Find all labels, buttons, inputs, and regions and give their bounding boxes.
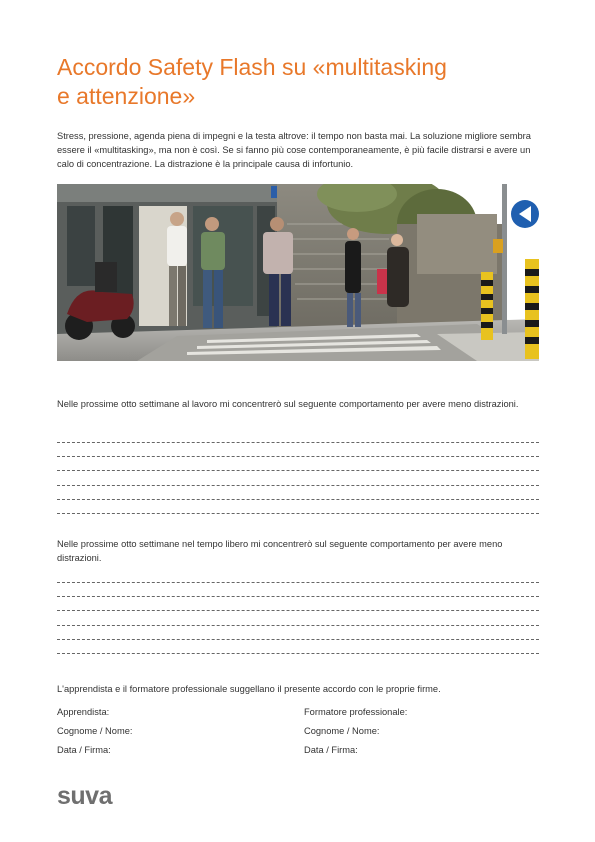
page-title-line-1: Accordo Safety Flash su «multitasking: [57, 54, 447, 80]
writing-line[interactable]: [57, 470, 539, 471]
trainer-date-signature-field[interactable]: Data / Firma:: [304, 745, 358, 755]
writing-line[interactable]: [57, 456, 539, 457]
intro-paragraph: Stress, pressione, agenda piena di impegni e la testa altrove: il tempo non basta mai. La soluzione migliore sembra essere il «multitasking», ma non è così. Se si fanno più cose contemporaneamente, è più facile distrarsi e avere un calo di concentrazione. La distrazione è la principale causa di infortunio.: [57, 131, 531, 169]
page-title: [57, 53, 537, 111]
writing-line[interactable]: [57, 610, 539, 611]
writing-line[interactable]: [57, 485, 539, 486]
page-title-line-2: e attenzione»: [57, 83, 196, 109]
trainer-label: Formatore professionale:: [304, 707, 408, 717]
writing-line[interactable]: [57, 639, 539, 640]
apprentice-name-field[interactable]: Cognome / Nome:: [57, 726, 133, 736]
street-crossing-photo: [57, 184, 539, 361]
free-time-commitment-lines[interactable]: [57, 582, 539, 667]
writing-line[interactable]: [57, 513, 539, 514]
free-time-commitment-text: Nelle prossime otto settimane nel tempo libero mi concentrerò sul seguente comportamento per avere meno distrazioni.: [57, 539, 503, 563]
writing-line[interactable]: [57, 499, 539, 500]
work-commitment-text: Nelle prossime otto settimane al lavoro mi concentrerò sul seguente comportamento per avere meno distrazioni.: [57, 399, 519, 409]
trainer-name-field[interactable]: Cognome / Nome:: [304, 726, 380, 736]
agreement-statement: L'apprendista e il formatore professionale suggellano il presente accordo con le proprie firme.: [57, 684, 441, 694]
writing-line[interactable]: [57, 596, 539, 597]
work-commitment-lines[interactable]: [57, 442, 539, 527]
writing-line[interactable]: [57, 442, 539, 443]
writing-line[interactable]: [57, 625, 539, 626]
apprentice-label: Apprendista:: [57, 707, 110, 717]
writing-line[interactable]: [57, 582, 539, 583]
suva-logo: suva: [57, 782, 112, 810]
writing-line[interactable]: [57, 653, 539, 654]
apprentice-date-signature-field[interactable]: Data / Firma:: [57, 745, 111, 755]
